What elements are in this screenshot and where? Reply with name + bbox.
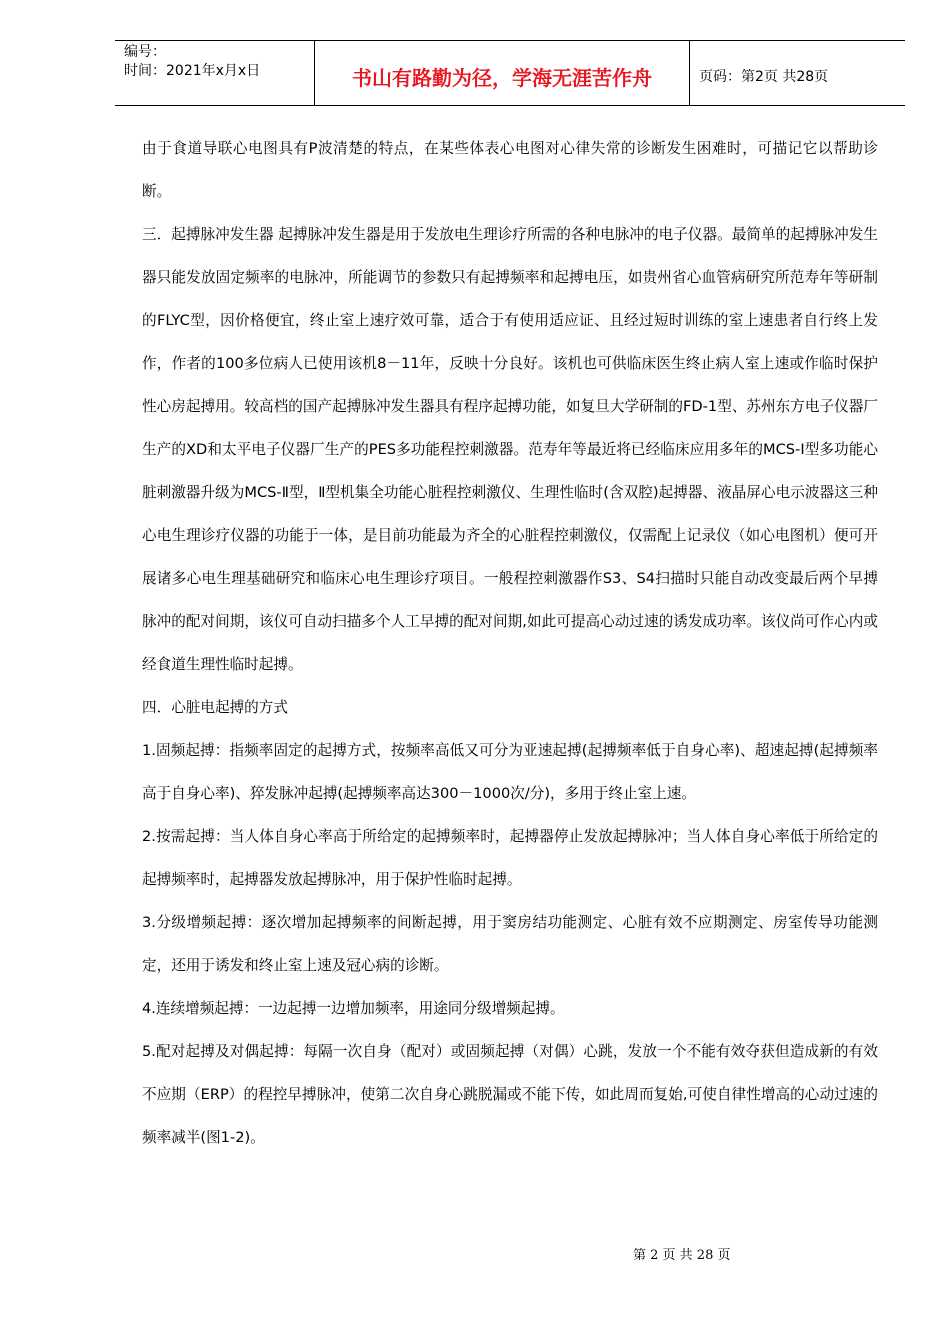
header-motto: 书山有路勤为径，学海无涯苦作舟	[315, 41, 690, 105]
paragraph-incremental-pacing: 3.分级增频起搏：逐次增加起搏频率的间断起搏，用于窦房结功能测定、心脏有效不应期测定、房室传导功能测定，还用于诱发和终止室上速及冠心病的诊断。	[142, 914, 878, 974]
document-body	[142, 127, 878, 1159]
paragraph-continuous-incremental-pacing: 4.连续增频起搏：一边起搏一边增加频率，用途同分级增频起搏。	[142, 1000, 565, 1017]
footer-page-number: 第 2 页 共 28 页	[633, 1248, 731, 1263]
header-meta	[115, 41, 315, 105]
section-heading-pacing-modes: 四．心脏电起搏的方式	[142, 699, 288, 716]
header-page-info: 页码：第2页 共28页	[699, 69, 829, 85]
document-number-label: 编号：	[124, 44, 166, 60]
paragraph-pulse-generator: 三．起搏脉冲发生器 起搏脉冲发生器是用于发放电生理诊疗所需的各种电脉冲的电子仪器。最简单的起搏脉冲发生器只能发放固定频率的电脉冲，所能调节的参数只有起搏频率和起搏电压，如贵州省心血管病研究所范寿年等研制的FLYC型，因价格便宜，终止室上速疗效可靠，适合于有使用适应证、且经过短时训练的室上速患者自行终上发作，作者的100多位病人已使用该机8－11年，反映十分良好。该机也可供临床医生终止病人室上速或作临时保护性心房起搏用。较高档的国产起搏脉冲发生器具有程序起搏功能，如复旦大学研制的FD-1型、苏州东方电子仪器厂生产的XD和太平电子仪器厂生产的PES多功能程控刺激器。范寿年等最近将已经临床应用多年的MCS-I型多功能心脏刺激器升级为MCS-Ⅱ型，Ⅱ型机集全功能心脏程控刺激仪、生理性临时(含双腔)起搏器、液晶屏心电示波器这三种心电生理诊疗仪器的功能于一体，是目前功能最为齐全的心脏程控刺激仪，仅需配上记录仪（如心电图机）便可开展诸多心电生理基础研究和临床心电生理诊疗项目。一般程控刺激器作S3、S4扫描时只能自动改变最后两个早搏脉冲的配对间期，该仪可自动扫描多个人工早搏的配对间期,如此可提高心动过速的诱发成功率。该仪尚可作心内或经食道生理性临时起搏。	[142, 226, 878, 673]
paragraph-paired-pacing: 5.配对起搏及对偶起搏：每隔一次自身（配对）或固频起搏（对偶）心跳，发放一个不能有效夺获但造成新的有效不应期（ERP）的程控早搏脉冲，使第二次自身心跳脱漏或不能下传，如此周而复始,可使自律性增高的心动过速的频率减半(图1-2)。	[142, 1043, 878, 1146]
paragraph-ecg-note: 由于食道导联心电图具有P波清楚的特点，在某些体表心电图对心律失常的诊断发生困难时，可描记它以帮助诊断。	[142, 140, 878, 200]
paragraph-fixed-rate-pacing: 1.固频起搏：指频率固定的起搏方式，按频率高低又可分为亚速起搏(起搏频率低于自身心率)、超速起搏(起搏频率高于自身心率)、猝发脉冲起搏(起搏频率高达300－1000次/分)，多用于终止室上速。	[142, 742, 878, 802]
page-header	[115, 40, 905, 106]
paragraph-demand-pacing: 2.按需起搏：当人体自身心率高于所给定的起搏频率时，起搏器停止发放起搏脉冲；当人体自身心率低于所给定的起搏频率时，起搏器发放起搏脉冲，用于保护性临时起搏。	[142, 828, 878, 888]
document-time: 时间：2021年x月x日	[124, 63, 261, 79]
